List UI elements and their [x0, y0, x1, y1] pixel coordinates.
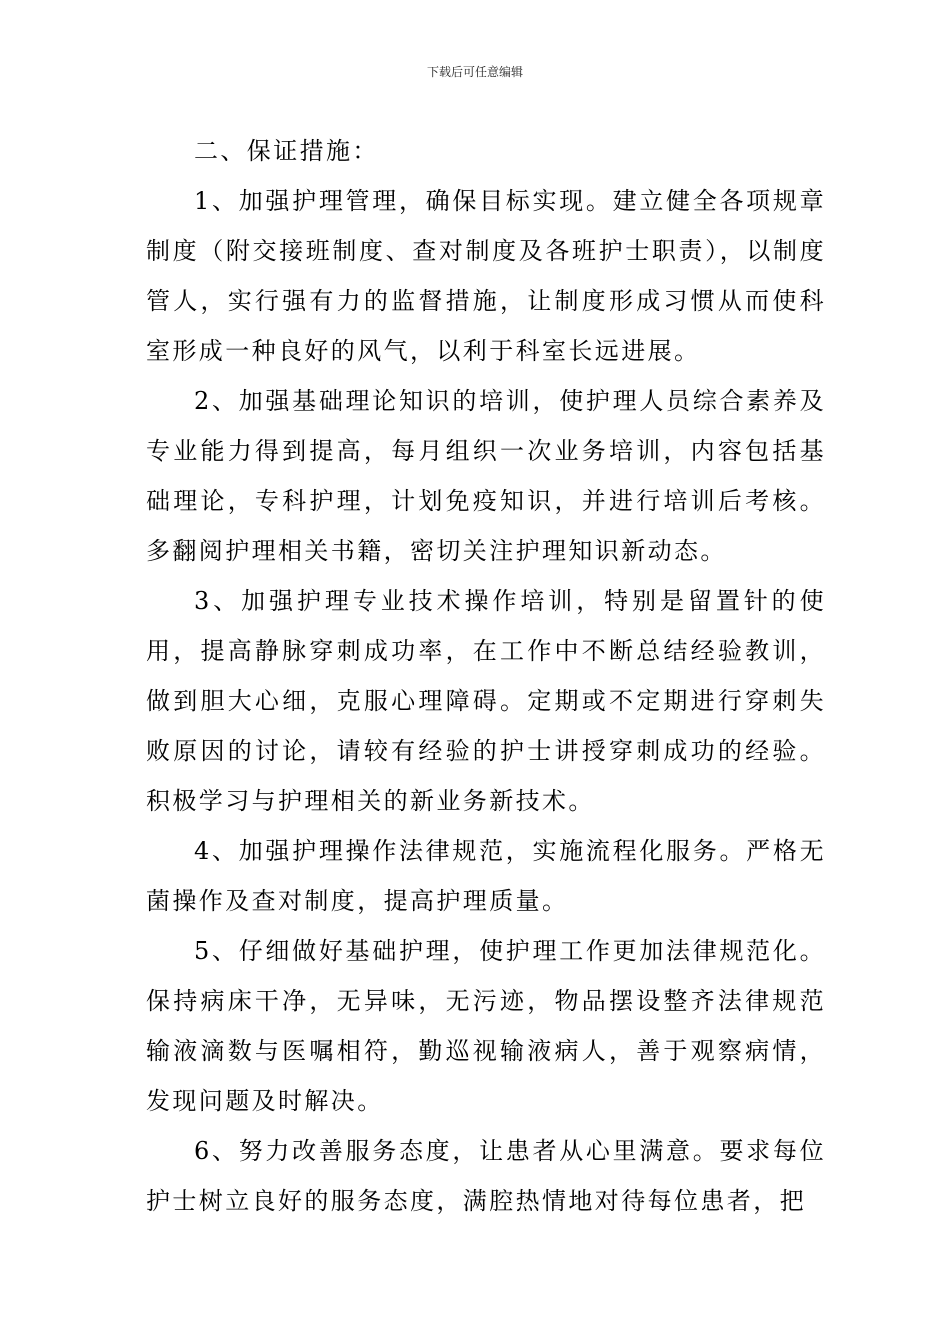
paragraph-3: 3、加强护理专业技术操作培训，特别是留置针的使用，提高静脉穿刺成功率，在工作中不断总结经验教训，做到胆大心细，克服心理障碍。定期或不定期进行穿刺失败原因的讨论，请较有经验的护士讲授穿刺成功的经验。积极学习与护理相关的新业务新技术。 [146, 587, 826, 815]
paragraph-1: 1、加强护理管理，确保目标实现。建立健全各项规章制度（附交接班制度、查对制度及各班护士职责），以制度管人，实行强有力的监督措施，让制度形成习惯从而使科室形成一种良好的风气，以利于科室长远进展。 [146, 187, 826, 365]
paragraph-6: 6、努力改善服务态度，让患者从心里满意。要求每位护士树立良好的服务态度，满腔热情地对待每位患者，把 [146, 1137, 826, 1215]
document-body [146, 126, 826, 1226]
paragraph-2: 2、加强基础理论知识的培训，使护理人员综合素养及专业能力得到提高，每月组织一次业务培训，内容包括基础理论，专科护理，计划免疫知识，并进行培训后考核。多翻阅护理相关书籍，密切关注护理知识新动态。 [146, 387, 826, 565]
paragraph-4: 4、加强护理操作法律规范，实施流程化服务。严格无菌操作及查对制度，提高护理质量。 [146, 837, 826, 915]
paragraph-5: 5、仔细做好基础护理，使护理工作更加法律规范化。保持病床干净，无异味，无污迹，物品摆设整齐法律规范输液滴数与医嘱相符，勤巡视输液病人，善于观察病情，发现问题及时解决。 [146, 937, 826, 1115]
page-header: 下载后可任意编辑 [426, 65, 523, 79]
section-heading: 二、保证措施： [194, 137, 379, 165]
